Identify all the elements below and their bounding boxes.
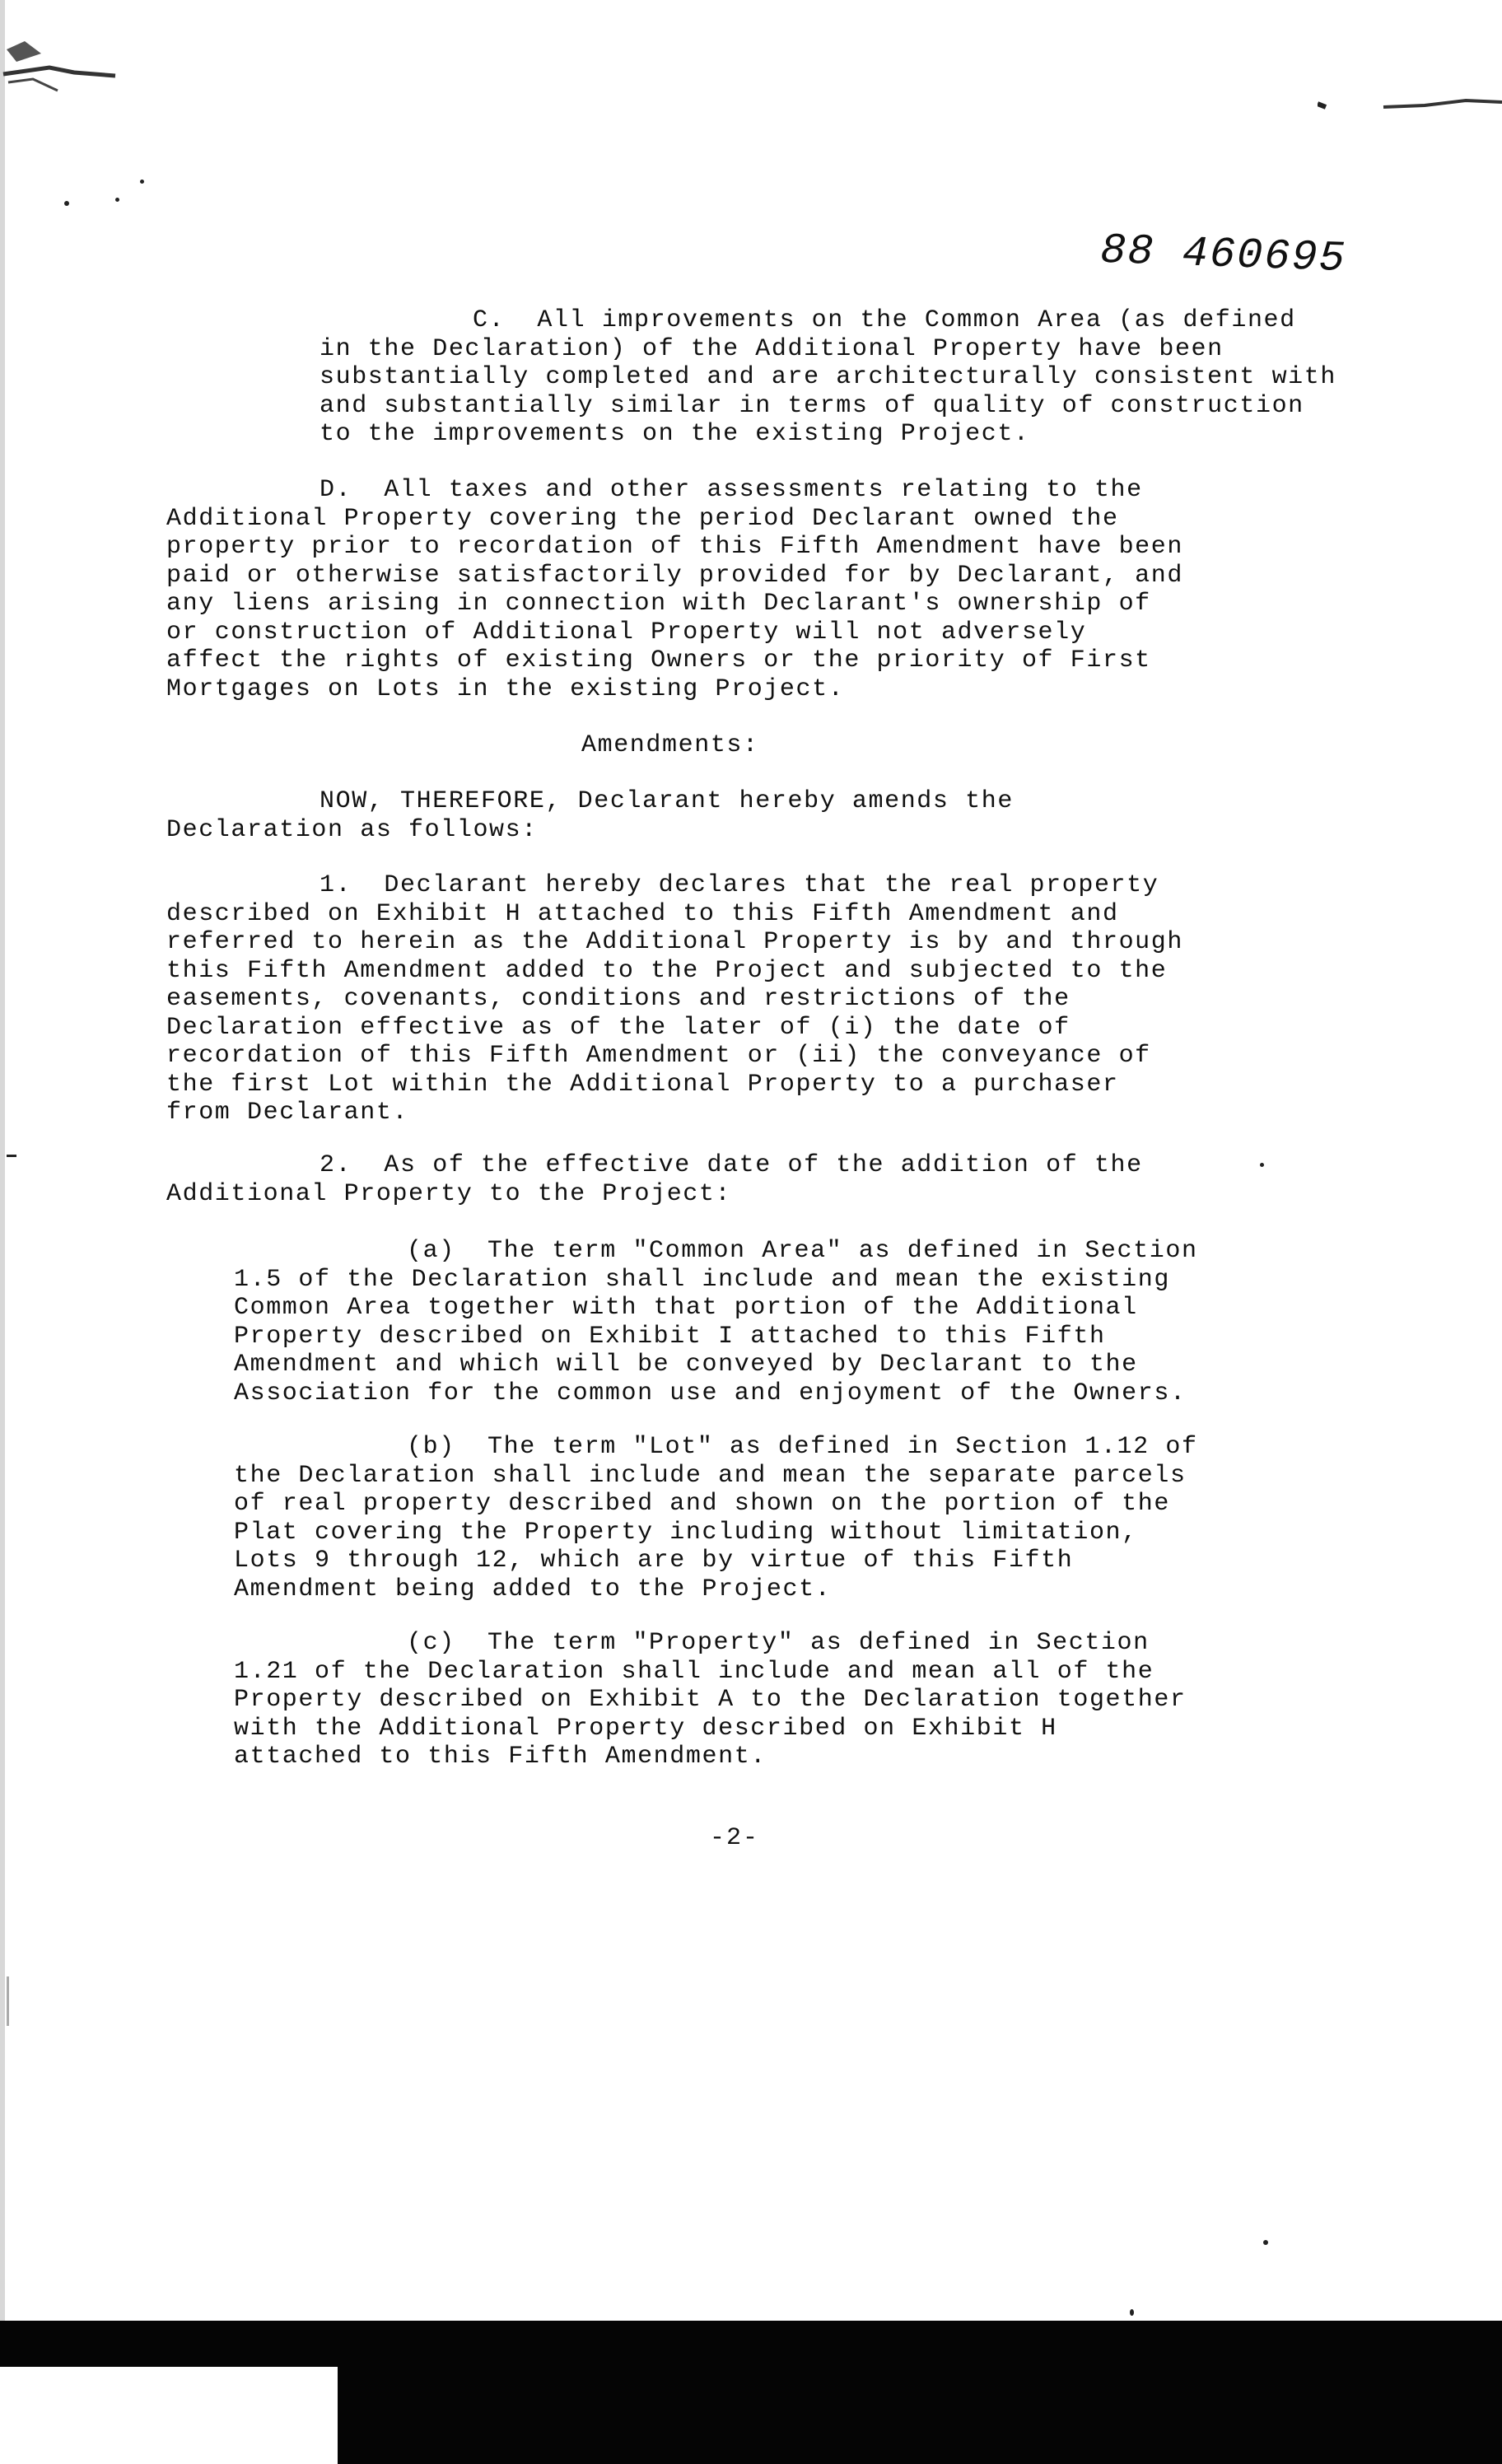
- text-line: substantially completed and are architecturally consistent with: [320, 363, 1336, 391]
- text-line: Lots 9 through 12, which are by virtue of this Fifth: [234, 1547, 1074, 1575]
- scan-smudge-top-right: [1318, 82, 1502, 132]
- scan-speck: [140, 180, 144, 184]
- amendments-heading: Amendments:: [581, 731, 759, 759]
- text-line: (b) The term "Lot" as defined in Section 1.12 of: [407, 1433, 1198, 1461]
- scan-speck: [1260, 1163, 1264, 1167]
- text-line: Declaration effective as of the later of (i) the date of: [166, 1013, 1071, 1042]
- text-line: to the improvements on the existing Project.: [320, 420, 1030, 448]
- paragraph-d: [166, 476, 1183, 703]
- text-line: NOW, THEREFORE, Declarant hereby amends the: [320, 787, 1014, 815]
- text-line: recordation of this Fifth Amendment or (ii) the conveyance of: [166, 1042, 1151, 1070]
- text-line: Common Area together with that portion of the Additional: [234, 1294, 1138, 1322]
- text-line: Property described on Exhibit I attached to this Fifth: [234, 1322, 1106, 1351]
- amendment-item-2c: [234, 1629, 1187, 1771]
- text-line: and substantially similar in terms of quality of construction: [320, 391, 1304, 420]
- text-line: with the Additional Property described on Exhibit H: [234, 1714, 1057, 1743]
- text-line: Amendment and which will be conveyed by Declarant to the: [234, 1351, 1138, 1379]
- text-line: any liens arising in connection with Declarant's ownership of: [166, 590, 1151, 618]
- text-line: the Declaration shall include and mean the separate parcels: [234, 1461, 1187, 1490]
- text-line: (c) The term "Property" as defined in Section: [407, 1629, 1150, 1657]
- now-therefore-paragraph: [166, 787, 1014, 844]
- text-line: property prior to recordation of this Fifth Amendment have been: [166, 533, 1183, 561]
- text-line: described on Exhibit H attached to this Fifth Amendment and: [166, 899, 1119, 928]
- text-line: of real property described and shown on the portion of the: [234, 1490, 1170, 1518]
- amendment-item-2: [166, 1151, 1143, 1208]
- scan-speck: [1263, 2240, 1268, 2245]
- text-line: 1. Declarant hereby declares that the real property: [320, 871, 1159, 899]
- text-line: D. All taxes and other assessments relating to the: [320, 476, 1143, 504]
- scan-speck: [64, 201, 69, 206]
- text-line: Amendment being added to the Project.: [234, 1575, 832, 1603]
- record-number: 88 460695: [1099, 226, 1347, 284]
- text-line: Property described on Exhibit A to the Declaration together: [234, 1686, 1187, 1714]
- text-line: C. All improvements on the Common Area (as defined: [473, 306, 1296, 334]
- amendment-item-1: [166, 871, 1183, 1127]
- text-line: Additional Property to the Project:: [166, 1179, 732, 1208]
- paragraph-c: [166, 306, 1336, 449]
- scan-bottom-white-patch: [0, 2367, 338, 2464]
- text-line: in the Declaration) of the Additional Property have been: [320, 334, 1224, 363]
- text-line: from Declarant.: [166, 1099, 409, 1127]
- text-line: Declaration as follows:: [166, 815, 538, 844]
- scan-left-edge: [0, 0, 5, 2321]
- scan-speck: [7, 1976, 9, 2026]
- page-number: -2-: [710, 1824, 760, 1852]
- scan-speck: [7, 1155, 16, 1157]
- text-line: Plat covering the Property including without limitation,: [234, 1518, 1138, 1547]
- scan-smudge-top-left: [0, 16, 140, 124]
- text-line: attached to this Fifth Amendment.: [234, 1743, 767, 1771]
- text-line: paid or otherwise satisfactorily provided for by Declarant, and: [166, 561, 1183, 590]
- text-line: referred to herein as the Additional Property is by and through: [166, 928, 1183, 956]
- amendment-item-2b: [234, 1433, 1198, 1603]
- text-line: Mortgages on Lots in the existing Project.: [166, 674, 845, 703]
- text-line: this Fifth Amendment added to the Project and subjected to the: [166, 956, 1168, 985]
- text-line: the first Lot within the Additional Property to a purchaser: [166, 1070, 1119, 1099]
- text-line: 1.21 of the Declaration shall include and mean all of the: [234, 1657, 1154, 1686]
- text-line: or construction of Additional Property will not adversely: [166, 618, 1087, 646]
- text-line: easements, covenants, conditions and restrictions of the: [166, 985, 1071, 1013]
- text-line: affect the rights of existing Owners or the priority of First: [166, 646, 1151, 674]
- text-line: (a) The term "Common Area" as defined in Section: [407, 1237, 1198, 1265]
- amendment-item-2a: [234, 1237, 1198, 1407]
- text-line: 2. As of the effective date of the addition of the: [320, 1151, 1143, 1179]
- text-line: Additional Property covering the period Declarant owned the: [166, 504, 1119, 533]
- text-line: 1.5 of the Declaration shall include and mean the existing: [234, 1265, 1170, 1294]
- text-line: Association for the common use and enjoyment of the Owners.: [234, 1379, 1187, 1407]
- scan-speck: [115, 198, 119, 202]
- scan-speck: [1130, 2309, 1134, 2316]
